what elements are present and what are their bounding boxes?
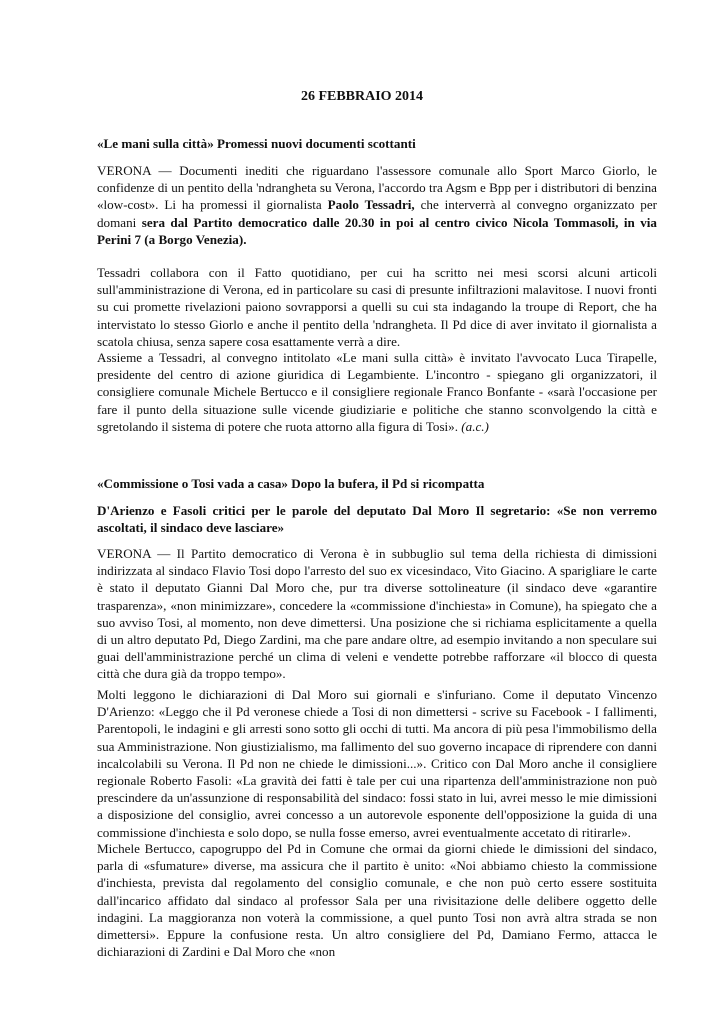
- article1-p1-event-details: sera dal Partito democratico dalle 20.30 in poi al centro civico Nicola Tommasoli, in via Perini 7 (a Borgo Venezia).: [97, 214, 657, 247]
- article1-paragraph-3: [97, 349, 657, 435]
- article1-p1-text-a: VERONA — Documenti inediti che riguardano l'assessore comunale allo Sport Marco Giorlo, le confidenze di un pentito della 'ndrangheta su Verona, l'accordo tra Agsm e Bpp per i distributori di benzina «low-cost». Li ha promessi il giornalista: [97, 163, 657, 213]
- article2-title: «Commissione o Tosi vada a casa» Dopo la bufera, il Pd si ricompatta: [97, 476, 485, 491]
- article1-signature: (a.c.): [461, 418, 489, 434]
- article2-paragraph-1: VERONA — Il Partito democratico di Verona è in subbuglio sul tema della richiesta di dimissioni indirizzata al sindaco Flavio Tosi dopo l'arresto del suo ex vicesindaco, Vito Giacino. A sparigliare le carte è stato il deputato Gianni Dal Moro che, pur tra diverse sottolineature (il sindaco deve «garantire trasparenza», «non minimizzare», concedere la «commissione d'inchiesta» in Comune), ha spiegato che a suo avviso Tosi, al momento, non deve dimettersi. Una posizione che si richiama esplicitamente a quella di un altro deputato Pd, Diego Zardini, ma che pare andare oltre, ad esempio invitando a non speculare sui guai dell'amministrazione perché un clima di veleni e vendette potrebbe rafforzare «il blocco di questa città che dura già da troppo tempo».: [97, 546, 657, 682]
- article1-paragraph-2: Tessadri collabora con il Fatto quotidiano, per cui ha scritto nei mesi scorsi alcuni articoli sull'amministrazione di Verona, ed in particolare su casi di presunte infiltrazioni malavitose. I nuovi fronti su cui promette rivelazioni paiono sovrapporsi a quelli su cui sta indagando la troupe di Report, che ha intervistato lo stesso Giorlo e anche il pentito della 'ndrangheta. Il Pd dice di aver invitato il giornalista a scatola chiusa, senza sapere cosa esattamente verrà a dire.: [97, 265, 657, 349]
- article1-title: «Le mani sulla città» Promessi nuovi documenti scottanti: [97, 136, 416, 151]
- page-date: 26 FEBBRAIO 2014: [300, 89, 424, 104]
- article1-p1-name: Paolo Tessadri,: [327, 197, 415, 213]
- article2-subtitle: D'Arienzo e Fasoli critici per le parole del deputato Dal Moro Il segretario: «Se non verremo ascoltati, il sindaco deve lasciare»: [97, 503, 657, 536]
- article1-p3-text: Assieme a Tessadri, al convegno intitolato «Le mani sulla città» è invitato l'avvocato Luca Tirapelle, presidente del centro di azione giuridica di Legambiente. L'incontro - spiegano gli organizzatori, il consigliere comunale Michele Bertucco e il consigliere regionale Franco Bonfante - «sarà l'occasione per fare il punto della situazione sulle vicende giudiziarie e politiche che stanno sconvolgendo la città e sgretolando il sistema di potere che ruota attorno alla figura di Tosi».: [97, 350, 657, 434]
- article1-p1-text-c: che interverrà al convegno organizzato per domani: [97, 197, 658, 230]
- article1-paragraph-1: [97, 162, 657, 248]
- article2-paragraph-3: Michele Bertucco, capogruppo del Pd in Comune che ormai da giorni chiede le dimissioni del sindaco, parla di «sfumature» diverse, ma assicura che il partito è unito: «Noi abbiamo chiesto la commissione d'inchiesta, prevista dal regolamento del consiglio comunale, e che non può certo essere sostituita dall'incarico affidato dal sindaco al professor Sala per una rivisitazione delle delibere oggetto delle indagini. La maggioranza non voterà la commissione, a quel punto Tosi non avrà altra strada se non dimettersi». Eppure la confusione resta. Un altro consigliere del Pd, Damiano Fermo, attacca le dichiarazioni di Zardini e Dal Moro che «non: [97, 841, 657, 960]
- article2-paragraph-2: Molti leggono le dichiarazioni di Dal Moro sui giornali e s'infuriano. Come il deputato Vincenzo D'Arienzo: «Leggo che il Pd veronese chiede a Tosi di non dimettersi - scrive su Facebook - I fallimenti, Parentopoli, le indagini e gli arresti sono sotto gli occhi di tutti. Ma ancora di più pesa l'immobilismo della sua Amministrazione. Non giustizialismo, ma fallimento del suo governo incapace di riprendere con danni incalcolabili su Verona. Il Pd non ne chiede le dimissioni...». Critico con Dal Moro anche il consigliere regionale Roberto Fasoli: «La gravità dei fatti è tale per cui una ripartenza dell'amministrazione non può prescindere da un'assunzione di responsabilità del sindaco: fossi stato in lui, avrei messo le mie dimissioni a disposizione del consiglio, avrei concesso a un autorevole esponente dell'opposizione la guida di una commissione d'inchiesta e solo dopo, se nulla fosse emerso, avrei eventualmente accetato di ritirarle».: [97, 687, 657, 840]
